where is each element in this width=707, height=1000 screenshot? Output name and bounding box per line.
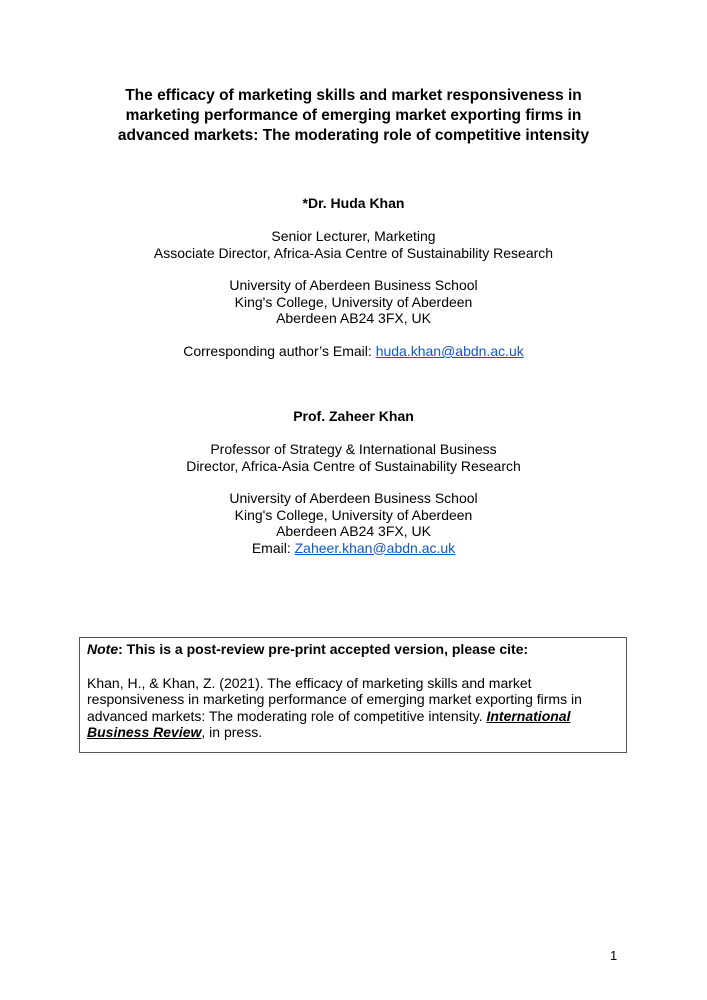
author2-name-block (0, 408, 707, 425)
title-line: advanced markets: The moderating role of competitive intensity (117, 127, 590, 144)
author1-email-line (0, 343, 707, 360)
citation-note-box (79, 637, 627, 753)
note-label: Note (87, 641, 119, 657)
author2-affiliation (0, 441, 707, 474)
author1-email-link[interactable]: huda.khan@abdn.ac.uk (375, 343, 524, 359)
address-line: Aberdeen AB24 3FX, UK (276, 310, 431, 326)
address-line: University of Aberdeen Business School (229, 277, 478, 293)
journal-name: International Business Review (87, 707, 571, 740)
author2-position: Professor of Strategy & International Business (210, 441, 497, 457)
address-line: King's College, University of Aberdeen (234, 293, 473, 310)
author1-position: Senior Lecturer, Marketing (271, 228, 436, 244)
page-number: 1 (610, 948, 618, 963)
address-line: Aberdeen AB24 3FX, UK (276, 523, 431, 539)
address-line: University of Aberdeen Business School (229, 490, 478, 506)
author1-name: *Dr. Huda Khan (302, 195, 405, 211)
author1-email-label: Corresponding author’s Email: (183, 343, 376, 359)
author2-email-link[interactable]: Zaheer.khan@abdn.ac.uk (294, 539, 456, 556)
title-line: The efficacy of marketing skills and market responsiveness in (125, 87, 582, 104)
author2-email-label: Email: (251, 539, 295, 556)
author2-role: Director, Africa-Asia Centre of Sustainability Research (186, 457, 521, 474)
author2-address (0, 490, 707, 556)
note-text: : This is a post-review pre-print accepted version, please cite: (118, 641, 529, 657)
author1-role: Associate Director, Africa-Asia Centre of Sustainability Research (153, 244, 554, 261)
note-heading (87, 641, 619, 658)
paper-title (60, 86, 647, 146)
citation-tail: , in press. (201, 724, 263, 740)
author1-name-block (0, 195, 707, 212)
author1-address (0, 277, 707, 327)
address-line: King's College, University of Aberdeen (234, 506, 473, 523)
author1-affiliation (0, 228, 707, 261)
title-line: marketing performance of emerging market exporting firms in (125, 107, 582, 124)
citation-body: Khan, H., & Khan, Z. (2021). The efficacy of marketing skills and market responsiveness in marketing performance of emerging market exporting firms in advanced markets: The moderating role of competitive intensity. (87, 674, 582, 724)
author2-name: Prof. Zaheer Khan (293, 408, 414, 424)
citation-text (87, 675, 619, 741)
